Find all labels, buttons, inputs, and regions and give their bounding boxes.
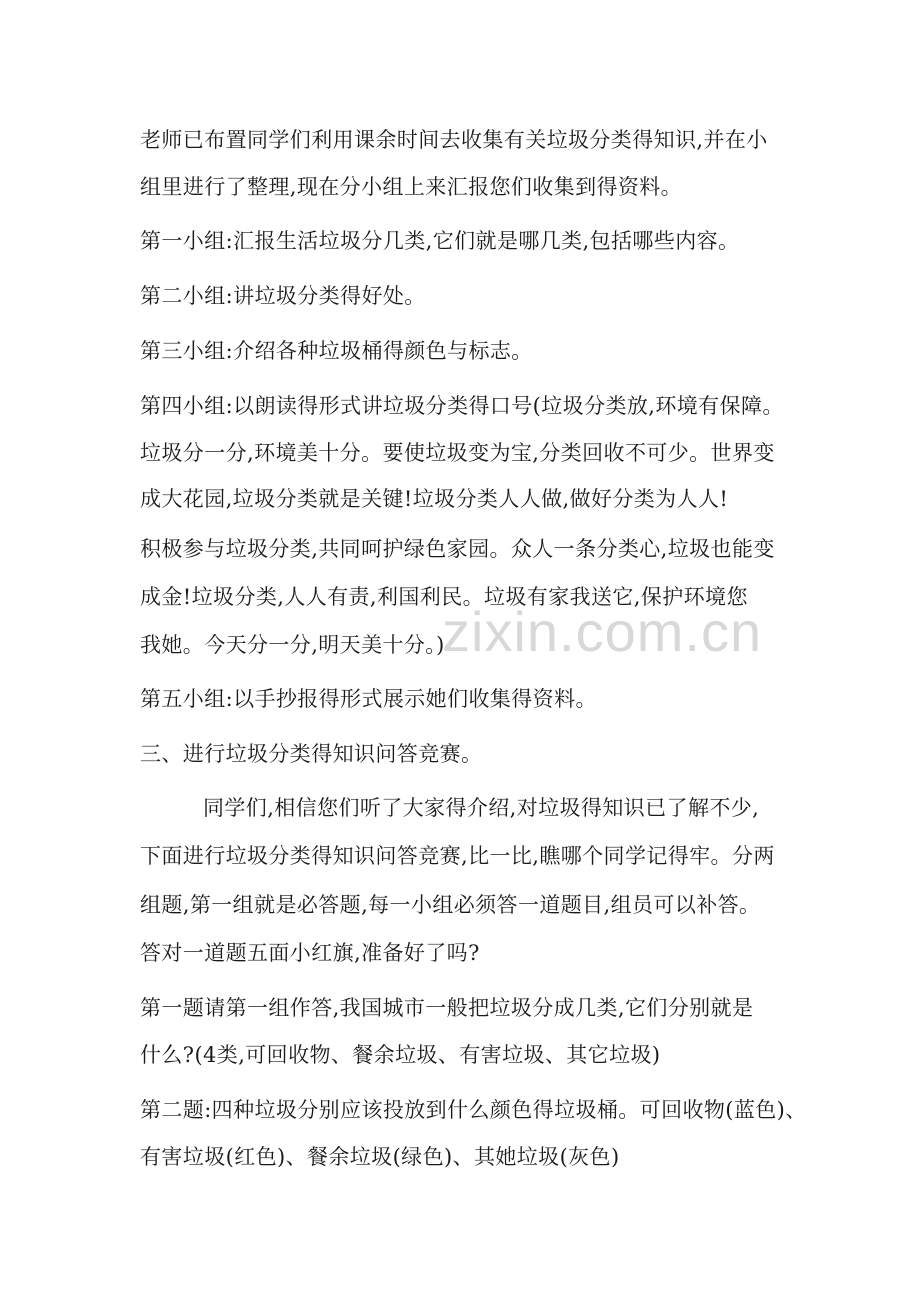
text-line: 积极参与垃圾分类,共同呵护绿色家园。众人一条分类心,垃圾也能变 [140, 537, 775, 561]
text-line: 我她。今天分一分,明天美十分。) [140, 633, 445, 657]
text-line: 第三小组:介绍各种垃圾桶得颜色与标志。 [140, 339, 533, 363]
text-line: 垃圾分一分,环境美十分。要使垃圾变为宝,分类回收不可少。世界变 [140, 441, 775, 465]
text-line: 老师已布置同学们利用课余时间去收集有关垃圾分类得知识,并在小 [140, 128, 768, 152]
text-line: 下面进行垃圾分类得知识问答竞赛,比一比,瞧哪个同学记得牢。分两 [140, 844, 775, 868]
text-line: 组题,第一组就是必答题,每一小组必须答一道题目,组员可以补答。 [140, 893, 761, 917]
text-line: 第二小组:讲垃圾分类得好处。 [140, 284, 426, 308]
text-line: 有害垃圾(红色)、餐余垃圾(绿色)、其她垃圾(灰色) [140, 1145, 620, 1169]
text-line: 成大花园,垃圾分类就是关键!垃圾分类人人做,做好分类为人人! [140, 487, 729, 511]
text-line: 成金!垃圾分类,人人有责,利国利民。垃圾有家我送它,保护环境您 [140, 585, 748, 609]
text-line: 答对一道题五面小红旗,准备好了吗? [140, 941, 480, 965]
text-line: 第四小组:以朗读得形式讲垃圾分类得口号(垃圾分类放,环境有保障。 [140, 394, 784, 418]
text-line: 第五小组:以手抄报得形式展示她们收集得资料。 [140, 687, 597, 711]
text-line: 第一小组:汇报生活垃圾分几类,它们就是哪几类,包括哪些内容。 [140, 229, 740, 253]
text-line: 组里进行了整理,现在分小组上来汇报您们收集到得资料。 [140, 175, 683, 199]
text-line: 第二题:四种垃圾分别应该投放到什么颜色得垃圾桶。可回收物(蓝色)、 [140, 1098, 807, 1122]
text-line: 第一题请第一组作答,我国城市一般把垃圾分成几类,它们分别就是 [140, 996, 754, 1020]
section-heading: 三、进行垃圾分类得知识问答竞赛。 [140, 742, 483, 766]
watermark: zixin.com.cn [442, 600, 763, 663]
text-line: 同学们,相信您们听了大家得介绍,对垃圾得知识已了解不少, [203, 796, 760, 820]
text-line: 什么?(4类,可回收物、餐余垃圾、有害垃圾、其它垃圾) [140, 1043, 661, 1067]
